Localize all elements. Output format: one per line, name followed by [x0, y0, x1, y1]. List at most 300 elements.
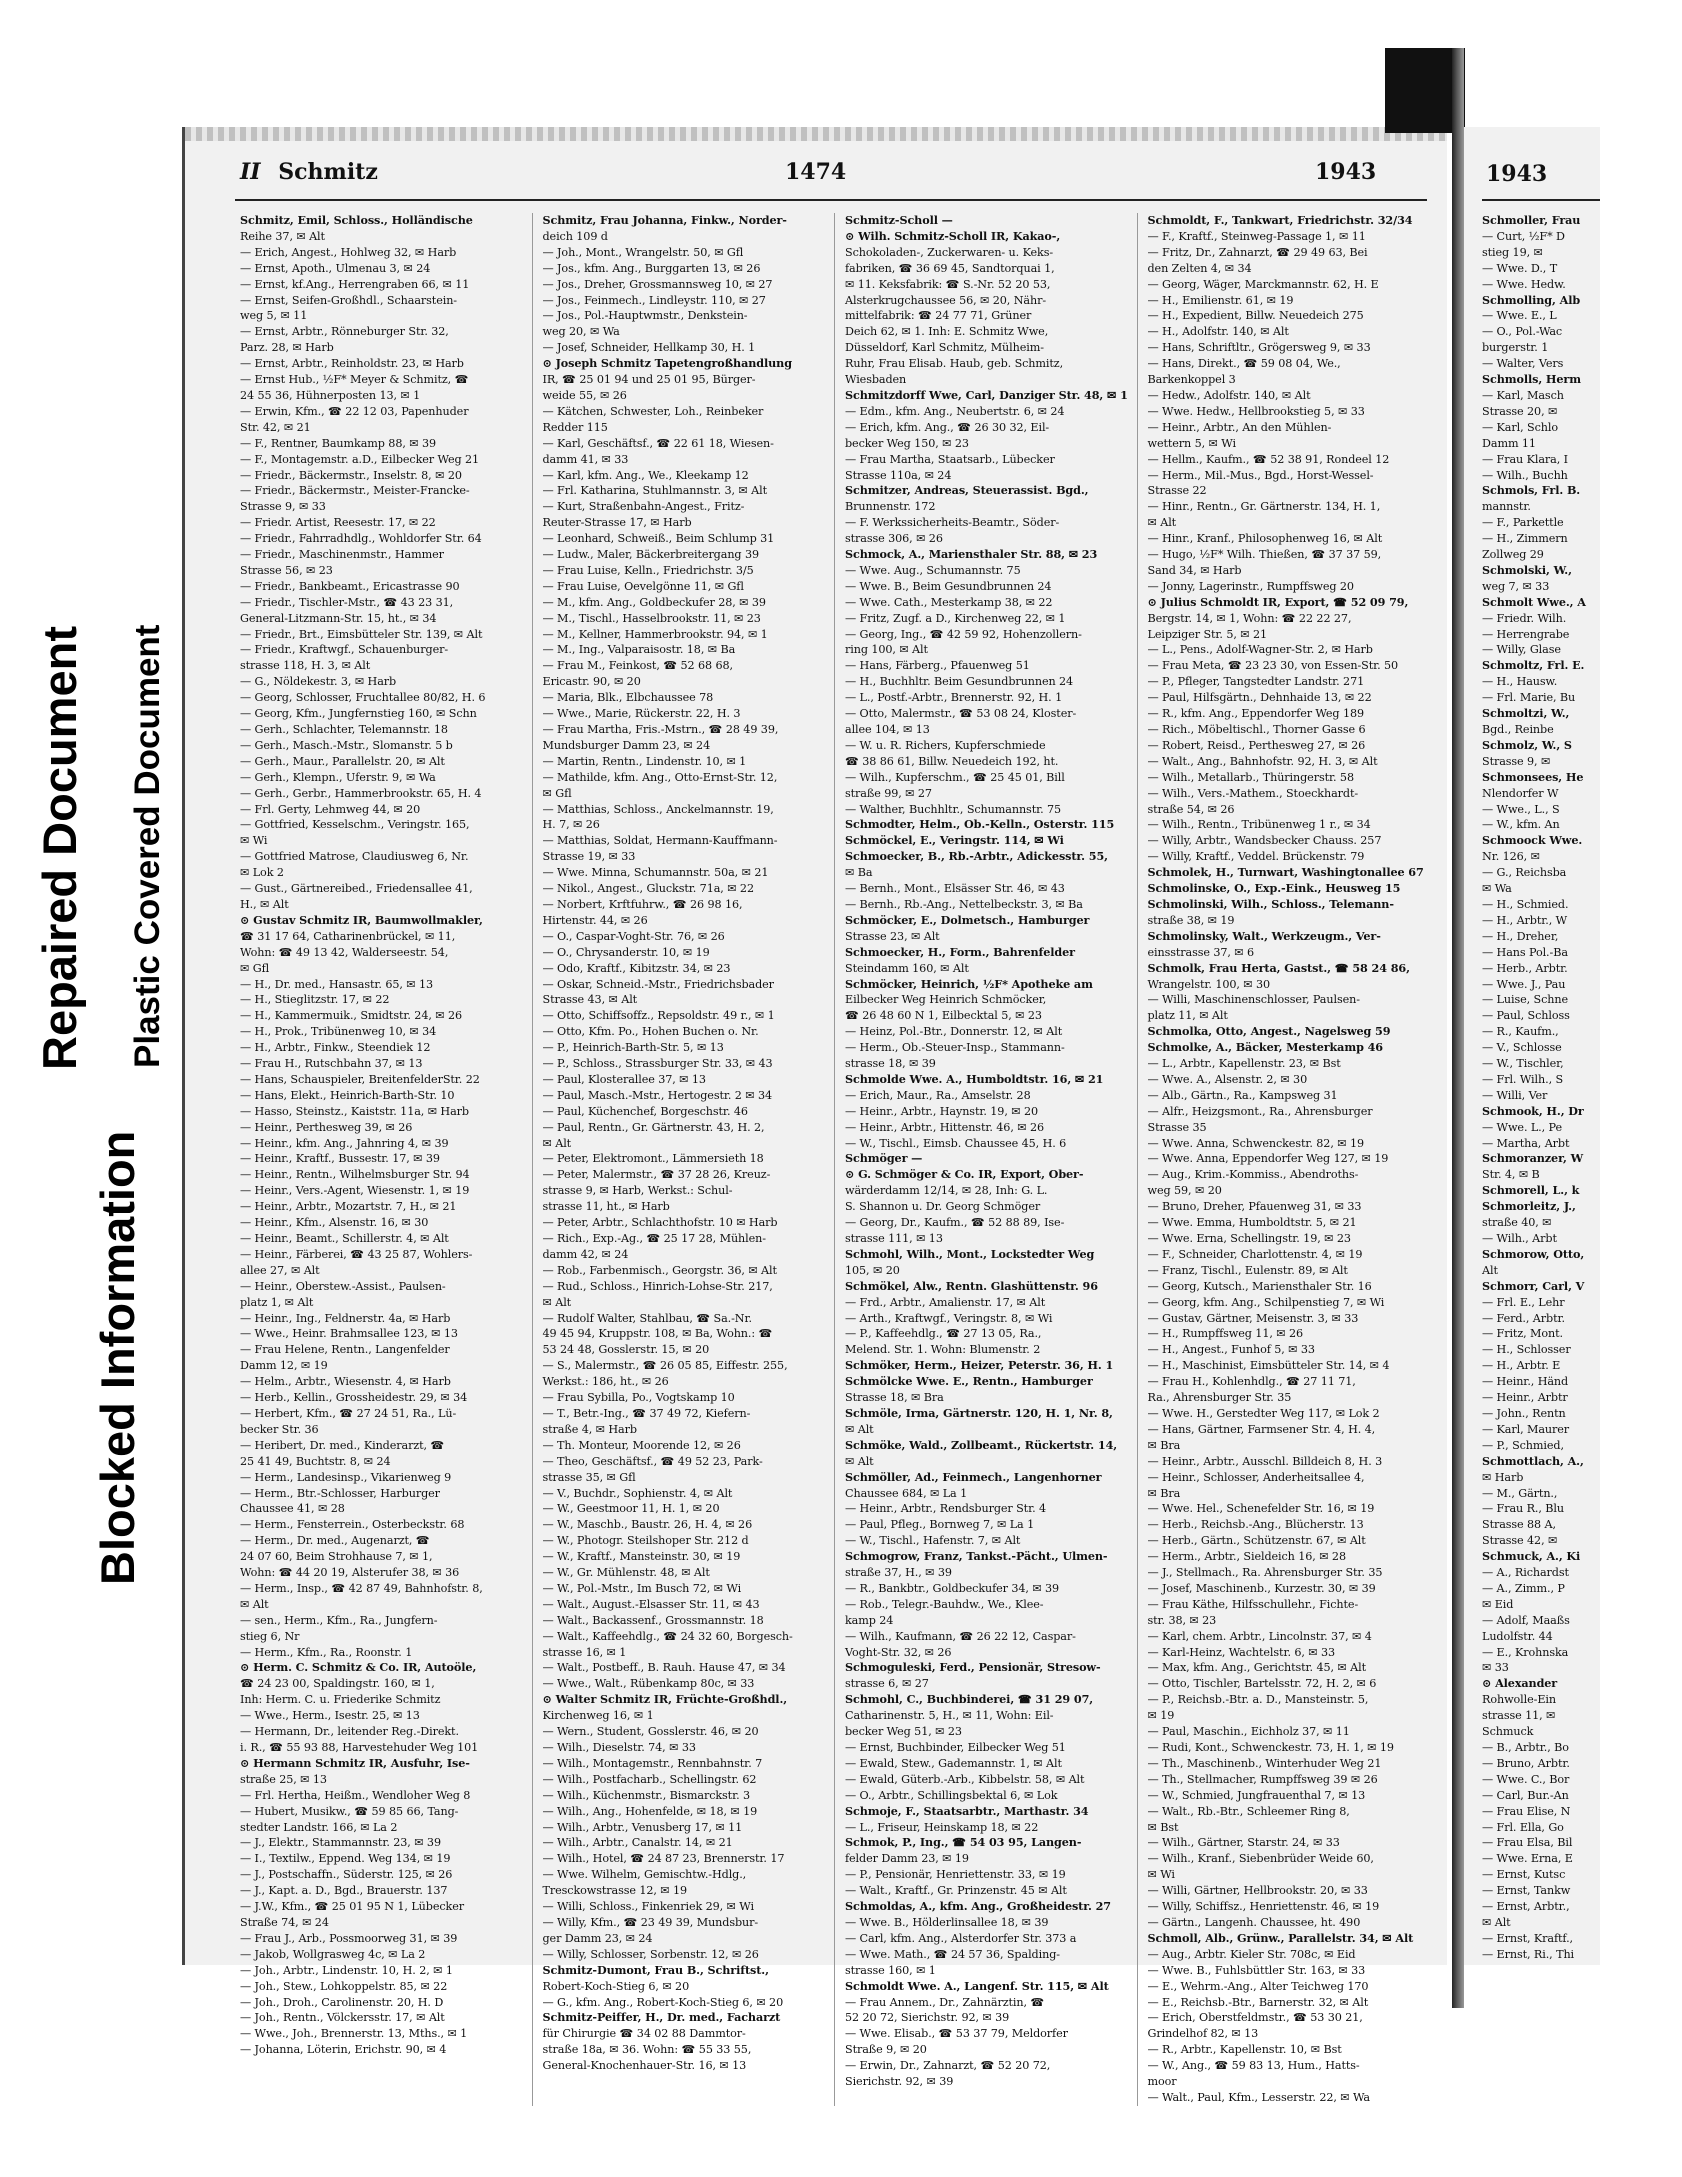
directory-entry: — Walt., Ang., Bahnhofstr. 92, H. 3, ✉ Alt [1147, 754, 1378, 768]
directory-entry: Hirtenstr. 44, ✉ 26 [542, 913, 648, 927]
directory-entry: — J., Kapt. a. D., Bgd., Brauerstr. 137 [240, 1884, 448, 1898]
directory-entry: ✉ Alt [240, 1597, 269, 1611]
directory-entry: — Th., Stellmacher, Rumpffsweg 39 ✉ 26 [1147, 1772, 1378, 1786]
directory-entry: Strasse 43, ✉ Alt [542, 993, 638, 1007]
next-page-entry: Schmorr, Carl, V [1482, 1278, 1585, 1293]
next-page-entry: burgerstr. 1 [1482, 341, 1549, 355]
directory-entry: — Gerh., Klempn., Uferstr. 9, ✉ Wa [240, 770, 436, 784]
directory-entry: Schmöle, Irma, Gärtnerstr. 120, H. 1, Nr. 8, [845, 1405, 1113, 1420]
directory-entry: für Chirurgie ☎ 34 02 88 Dammtor- [542, 2027, 746, 2041]
page-header [185, 151, 1447, 193]
directory-entry: — Willi, Gärtner, Hellbrookstr. 20, ✉ 33 [1147, 1884, 1368, 1898]
directory-entry: Bergstr. 14, ✉ 1, Wohn: ☎ 22 22 27, [1147, 611, 1352, 625]
directory-entry: wärderdamm 12/14, ✉ 28, Inh: G. L. [845, 1184, 1048, 1198]
directory-entry: — Wwe., Herm., Isestr. 25, ✉ 13 [240, 1709, 420, 1723]
directory-entry: — Wwe. Aug., Schumannstr. 75 [845, 563, 1021, 577]
directory-entry: Schmoecker, H., Form., Bahrenfelder [845, 944, 1075, 959]
directory-entry: — Heinr., Perthesweg 39, ✉ 26 [240, 1120, 413, 1134]
directory-entry: — Wilh., Dieselstr. 74, ✉ 33 [542, 1741, 696, 1754]
next-page-entry: — Willy, Glase [1482, 643, 1561, 657]
directory-entry: Strasse 23, ✉ Alt [845, 929, 940, 943]
next-page-entry: — Wilh., Buchh [1482, 468, 1568, 482]
next-page-entry: — John., Rentn [1482, 1406, 1566, 1420]
directory-entry: ⊙ G. Schmöger & Co. IR, Export, Ober- [845, 1167, 1084, 1182]
directory-entry: — Willi, Maschinenschlosser, Paulsen- [1147, 993, 1360, 1007]
directory-entry: ✉ Alt [542, 1136, 572, 1150]
directory-entry: deich 109 d [542, 229, 608, 243]
directory-entry: platz 11, ✉ Alt [1147, 1009, 1228, 1023]
directory-entry: i. R., ☎ 55 93 88, Harvestehuder Weg 101 [240, 1741, 479, 1754]
directory-entry: Schmodter, Helm., Ob.-Kelln., Osterstr. 115 [845, 817, 1115, 832]
next-page-entry: Schmolls, Herm [1482, 372, 1581, 387]
directory-entry: — R., kfm. Ang., Eppendorfer Weg 189 [1147, 707, 1364, 721]
next-page-entry: — Friedr. Wilh. [1482, 611, 1567, 625]
directory-entry: — Gärtn., Langenh. Chaussee, ht. 490 [1147, 1915, 1361, 1929]
directory-entry: — Hinr., Kranf., Philosophenweg 16, ✉ Alt [1147, 532, 1383, 546]
directory-entry: — Georg, Schlosser, Fruchtallee 80/82, H. 6 [240, 691, 486, 705]
directory-entry: 49 45 94, Kruppstr. 108, ✉ Ba, Wohn.: ☎ [542, 1327, 773, 1341]
directory-entry: — Mathilde, kfm. Ang., Otto-Ernst-Str. 12, [542, 770, 778, 784]
next-page-entry: — Hans Pol.-Ba [1482, 945, 1568, 959]
directory-entry: — Rob., Telegr.-Bauhdw., We., Klee- [845, 1597, 1044, 1611]
directory-entry: ✉ 11. Keksfabrik: ☎ S.-Nr. 52 20 53, [845, 277, 1051, 291]
directory-entry: — H., Kammermuik., Smidtstr. 24, ✉ 26 [240, 1009, 463, 1023]
directory-entry: — Wilh., Gärtner, Starstr. 24, ✉ 33 [1147, 1836, 1340, 1850]
next-page-entry: — Ernst, Ri., Thi [1482, 1947, 1575, 1961]
directory-entry: — H., Prok., Tribünenweg 10, ✉ 34 [240, 1025, 437, 1039]
directory-entry: ✉ Alt [542, 1295, 572, 1309]
directory-entry: — Hinr., Rentn., Gr. Gärtnerstr. 134, H. 1, [1147, 500, 1381, 514]
next-page-entry: Schmolski, W., [1482, 562, 1572, 577]
directory-entry: — Walt., Paul, Kfm., Lesserstr. 22, ✉ Wa [1147, 2090, 1370, 2104]
directory-entry: — Herm., Insp., ☎ 42 87 49, Bahnhofstr. 8, [240, 1581, 483, 1595]
directory-entry: — Wwe. Emma, Humboldtstr. 5, ✉ 21 [1147, 1216, 1357, 1230]
directory-entry: Schmitz-Dumont, Frau B., Schriftst., [542, 1962, 769, 1977]
directory-entry: Reuter-Strasse 17, ✉ Harb [542, 516, 692, 530]
directory-entry: — Alb., Gärtn., Ra., Kampsweg 31 [1147, 1088, 1338, 1102]
directory-entry: — Paul, Pfleg., Bornweg 7, ✉ La 1 [845, 1518, 1035, 1532]
next-page-entry: — Frl. Ella, Go [1482, 1820, 1564, 1834]
directory-entry: — Wwe. Erna, Schellingstr. 19, ✉ 23 [1147, 1232, 1351, 1245]
directory-entry: Schmöker, Herm., Heizer, Peterstr. 36, H. 1 [845, 1358, 1114, 1373]
next-page-entry: — Wwe. E., L [1482, 309, 1557, 323]
next-page-entry: Schmuck, A., Ki [1482, 1549, 1581, 1564]
directory-entry: — Hans, Direkt., ☎ 59 08 04, We., [1147, 357, 1341, 371]
next-page-entry: — R., Kaufm., [1482, 1025, 1559, 1039]
directory-entry: — H., Expedient, Billw. Neuedeich 275 [1147, 309, 1364, 323]
directory-entry: — Hans, Schauspieler, BreitenfelderStr. 22 [240, 1072, 480, 1086]
directory-entry: — Walt., Kraftf., Gr. Prinzenstr. 45 ✉ Alt [845, 1884, 1067, 1898]
directory-entry: Schmolinski, Wilh., Schloss., Telemann- [1147, 896, 1394, 911]
directory-entry: Schmöller, Ad., Feinmech., Langenhorner [845, 1469, 1102, 1484]
directory-entry: — Johanna, Löterin, Erichstr. 90, ✉ 4 [240, 2043, 447, 2057]
directory-entry: ✉ 19 [1147, 1709, 1175, 1723]
next-page-entry: Schmonsees, He [1482, 769, 1584, 784]
next-page-entry: — Wwe. C., Bor [1482, 1772, 1570, 1786]
next-page-entry: — Carl, Bur.-An [1482, 1788, 1569, 1802]
directory-entry: — Martin, Rentn., Lindenstr. 10, ✉ 1 [542, 754, 747, 768]
directory-entry: ger Damm 23, ✉ 24 [542, 1931, 653, 1945]
directory-entry: ✉ Ba [845, 866, 873, 880]
directory-entry: weg 5, ✉ 11 [240, 309, 308, 323]
next-page-entry: — H., Dreher, [1482, 929, 1559, 943]
next-page-entry: Damm 11 [1482, 436, 1536, 450]
directory-entry: — Wilh., Küchenmstr., Bismarckstr. 3 [542, 1788, 751, 1802]
directory-entry: straße 18a, ✉ 36. Wohn: ☎ 55 33 55, [542, 2043, 752, 2057]
directory-entry: — Paul, Küchenchef, Borgeschstr. 46 [542, 1104, 748, 1118]
directory-entry: — Maria, Blk., Elbchaussee 78 [542, 691, 714, 705]
directory-entry: ⊙ Wilh. Schmitz-Scholl IR, Kakao-, [845, 228, 1061, 243]
directory-entry: — Georg, kfm. Ang., Schilpenstieg 7, ✉ Wi [1147, 1295, 1385, 1309]
next-page-entry: — Ernst, Kutsc [1482, 1868, 1566, 1882]
directory-entry: — Hasso, Steinstz., Kaiststr. 11a, ✉ Harb [240, 1104, 469, 1118]
next-page-entry: — G., Reichsba [1482, 866, 1567, 880]
directory-entry: mittelfabrik: ☎ 24 77 71, Grüner [845, 309, 1032, 323]
column-4 [1148, 213, 1441, 2106]
next-page-entry: — Wwe. J., Pau [1482, 977, 1566, 991]
directory-entry: Schmoecker, B., Rb.-Arbtr., Adickesstr. 55, [845, 849, 1108, 864]
directory-entry: — Willi, Schloss., Finkenriek 29, ✉ Wi [542, 1900, 754, 1914]
directory-entry: — Jonny, Lagerinstr., Rumpffsweg 20 [1147, 579, 1354, 593]
directory-entry: — Walt., Rb.-Btr., Schleemer Ring 8, [1147, 1804, 1350, 1818]
next-page-entry: weg 7, ✉ 33 [1482, 579, 1550, 593]
directory-entry: Alsterkrugchaussee 56, ✉ 20, Nähr- [845, 293, 1047, 307]
directory-entry: — W., Pol.-Mstr., Im Busch 72, ✉ Wi [542, 1581, 742, 1595]
directory-entry: — M., kfm. Ang., Goldbeckufer 28, ✉ 39 [542, 595, 766, 609]
directory-entry: ⊙ Walter Schmitz IR, Früchte-Großhdl., [542, 1692, 788, 1707]
next-page-entry: Zollweg 29 [1482, 548, 1544, 562]
directory-entry: Strasse 56, ✉ 23 [240, 563, 333, 577]
directory-entry: — Kätchen, Schwester, Loh., Reinbeker [542, 404, 764, 418]
directory-entry: — F., Rentner, Baumkamp 88, ✉ 39 [240, 436, 437, 450]
directory-entry: 53 24 48, Gosslerstr. 15, ✉ 20 [542, 1343, 710, 1357]
directory-entry: — Josef, Schneider, Hellkamp 30, H. 1 [542, 341, 756, 355]
directory-entry: — Gerh., Maur., Parallelstr. 20, ✉ Alt [240, 754, 445, 768]
next-page-entry: ✉ Wa [1482, 882, 1512, 896]
directory-entry: einsstrasse 37, ✉ 6 [1147, 945, 1255, 959]
next-page-entry: Schmorleitz, J., [1482, 1199, 1576, 1214]
directory-entry: — Wwe., Marie, Rückerstr. 22, H. 3 [542, 707, 741, 721]
directory-entry: Schmolk, Frau Herta, Gastst., ☎ 58 24 86, [1147, 960, 1410, 975]
directory-entry: — M., Tischl., Hasselbrookstr. 11, ✉ 23 [542, 611, 761, 625]
next-page-entry: Strasse 9, ✉ [1482, 754, 1551, 768]
directory-entry: — Georg, Kutsch., Mariensthaler Str. 16 [1147, 1279, 1372, 1293]
directory-entry: — Jos., Pol.-Hauptwmstr., Denkstein- [542, 309, 748, 323]
directory-entry: — Friedr., Kraftwgf., Schauenburger- [240, 643, 449, 657]
directory-entry: — Willy, Kraftf., Veddel. Brückenstr. 79 [1147, 850, 1365, 864]
directory-entry: Kirchenweg 16, ✉ 1 [542, 1709, 654, 1723]
directory-entry: — Hans, Schriftltr., Grögersweg 9, ✉ 33 [1147, 341, 1371, 355]
next-page-entry: Strasse 20, ✉ [1482, 404, 1558, 418]
directory-entry: Schmogrow, Franz, Tankst.-Pächt., Ulmen- [845, 1549, 1108, 1564]
directory-entry: — Friedr., Bäckermstr., Meister-Francke- [240, 484, 470, 498]
directory-entry: — Herm., Landesinsp., Vikarienweg 9 [240, 1470, 452, 1484]
directory-entry: Wohn: ☎ 44 20 19, Alsterufer 38, ✉ 36 [240, 1566, 460, 1580]
next-page-entry: ✉ 33 [1482, 1661, 1509, 1675]
directory-entry: den Zelten 4, ✉ 34 [1147, 261, 1252, 275]
directory-entry: — sen., Herm., Kfm., Ra., Jungfern- [240, 1613, 438, 1627]
directory-entry: — Walt., August.-Elsasser Str. 11, ✉ 43 [542, 1597, 760, 1611]
directory-entry: Schokoladen-, Zuckerwaren- u. Keks- [845, 245, 1054, 259]
directory-entry: — Herb., Gärtn., Schützenstr. 67, ✉ Alt [1147, 1534, 1366, 1548]
directory-entry: — Ernst, Arbtr., Reinholdstr. 23, ✉ Harb [240, 357, 464, 371]
directory-entry: fabriken, ☎ 36 69 45, Sandtorquai 1, [845, 261, 1055, 275]
directory-entry: Sierichstr. 92, ✉ 39 [845, 2075, 954, 2089]
header-rule [235, 199, 1427, 201]
next-page-entry: — Frl. E., Lehr [1482, 1295, 1565, 1309]
directory-entry: — F., Montagemstr. a.D., Eilbecker Weg 21 [240, 452, 480, 466]
directory-entry: 25 41 49, Buchtstr. 8, ✉ 24 [240, 1454, 391, 1468]
page-number: 1474 [785, 159, 847, 185]
directory-entry: straße 54, ✉ 26 [1147, 802, 1235, 816]
directory-entry: — Karl, Geschäftsf., ☎ 22 61 18, Wiesen- [542, 436, 774, 450]
directory-entry: Ra., Ahrensburger Str. 35 [1147, 1391, 1292, 1405]
directory-entry: — Willy, Schiffsz., Henriettenstr. 46, ✉ 19 [1147, 1900, 1380, 1914]
next-page-entry: — Ernst, Arbtr., [1482, 1900, 1570, 1914]
directory-entry: — P., Kaffeehdlg., ☎ 27 13 05, Ra., [845, 1327, 1042, 1341]
column-2 [543, 213, 836, 2106]
directory-entry: Strasse 110a, ✉ 24 [845, 468, 952, 482]
directory-entry: moor [1147, 2075, 1177, 2089]
next-page-entry: — H., Arbtr. E [1482, 1359, 1561, 1373]
directory-entry: S. Shannon u. Dr. Georg Schmöger [845, 1200, 1041, 1214]
next-page-entry: — Frau Elsa, Bil [1482, 1836, 1573, 1850]
directory-entry: — W., Tischl., Eimsb. Chaussee 45, H. 6 [845, 1136, 1067, 1150]
directory-entry: — Heinr., kfm. Ang., Jahnring 4, ✉ 39 [240, 1136, 449, 1150]
directory-entry: — Joh., Rentn., Völckersstr. 17, ✉ Alt [240, 2011, 445, 2025]
directory-entry: — M., Ing., Valparaisostr. 18, ✉ Ba [542, 643, 736, 657]
directory-entry: Schmöger — [845, 1151, 923, 1166]
directory-entry: — Carl, kfm. Ang., Alsterdorfer Str. 373 a [845, 1931, 1077, 1945]
directory-entry: — Erwin, Dr., Zahnarzt, ☎ 52 20 72, [845, 2059, 1051, 2073]
directory-entry: Straße 9, ✉ 20 [845, 2043, 927, 2057]
directory-entry: — H., Angest., Funhof 5, ✉ 33 [1147, 1343, 1315, 1357]
next-page-entry: — Ferd., Arbtr. [1482, 1311, 1565, 1325]
next-page-entry: — Wwe. L., Pe [1482, 1120, 1562, 1134]
directory-entry: — Wilh., Kaufmann, ☎ 26 22 12, Caspar- [845, 1629, 1076, 1643]
directory-entry: — H., Rumpffsweg 11, ✉ 26 [1147, 1327, 1304, 1341]
directory-entry: — Wwe. B., Fuhlsbüttler Str. 163, ✉ 33 [1147, 1963, 1366, 1977]
directory-entry: damm 42, ✉ 24 [542, 1247, 629, 1261]
directory-entry: kamp 24 [845, 1613, 894, 1627]
directory-entry: Robert-Koch-Stieg 6, ✉ 20 [542, 1979, 690, 1993]
directory-entry: — Heinr., Beamt., Schillerstr. 4, ✉ Alt [240, 1232, 449, 1245]
next-page-entry: — Heinr., Arbtr [1482, 1391, 1568, 1405]
next-page-entry: Schmoltzi, W., [1482, 706, 1570, 721]
next-page-entry: — Frau Elise, N [1482, 1804, 1571, 1818]
directory-entry: Ericastr. 90, ✉ 20 [542, 675, 641, 689]
directory-entry: — P., Schloss., Strassburger Str. 33, ✉ 43 [542, 1057, 773, 1071]
directory-entry: — Bernh., Mont., Elsässer Str. 46, ✉ 43 [845, 882, 1065, 896]
directory-entry: — Wilh., Postfacharb., Schellingstr. 62 [542, 1772, 757, 1786]
directory-entry: — Georg, Kfm., Jungfernstieg 160, ✉ Schn [240, 707, 477, 721]
directory-entry: — Frau Sybilla, Po., Vogtskamp 10 [542, 1391, 735, 1405]
next-page-entry: — Willi, Ver [1482, 1088, 1548, 1102]
directory-entry: Schmökel, Alw., Rentn. Glashüttenstr. 96 [845, 1278, 1098, 1293]
directory-entry: — Arth., Kraftwgf., Veringstr. 8, ✉ Wi [845, 1311, 1053, 1325]
directory-entry: Brunnenstr. 172 [845, 500, 936, 514]
next-page-entry: — O., Pol.-Wac [1482, 325, 1563, 339]
next-page-entry: — Curt, ½F* D [1482, 229, 1565, 243]
directory-entry: Parz. 28, ✉ Harb [240, 341, 334, 355]
directory-entry: — Frau Luise, Oevelgönne 11, ✉ Gfl [542, 579, 744, 593]
directory-entry: Schmoldt Wwe. A., Langenf. Str. 115, ✉ Alt [845, 1978, 1109, 1993]
next-page-entry: Schmolt Wwe., A [1482, 594, 1586, 609]
directory-entry: 105, ✉ 20 [845, 1263, 900, 1277]
directory-entry: — F., Kraftf., Steinweg-Passage 1, ✉ 11 [1147, 229, 1366, 243]
next-page-entry: Schmols, Frl. B. [1482, 483, 1581, 498]
directory-entry: General-Knochenhauer-Str. 16, ✉ 13 [542, 2059, 747, 2073]
binding-gutter [1452, 48, 1464, 2008]
directory-entry: Voght-Str. 32, ✉ 26 [845, 1645, 952, 1659]
directory-entry: — Herm., Fensterrein., Osterbeckstr. 68 [240, 1518, 465, 1532]
directory-entry: — W., Maschb., Baustr. 26, H. 4, ✉ 26 [542, 1518, 753, 1532]
column-3 [845, 213, 1138, 2106]
next-page-year: 1943 [1486, 161, 1548, 187]
directory-entry: — Willy, Arbtr., Wandsbecker Chauss. 257 [1147, 834, 1382, 848]
directory-entry: Steindamm 160, ✉ Alt [845, 961, 969, 975]
directory-entry: — Ludw., Maler, Bäckerbreitergang 39 [542, 548, 759, 562]
directory-entry: Strasse 35 [1147, 1120, 1207, 1134]
next-page-entry: — M., Gärtn., [1482, 1486, 1558, 1500]
directory-entry: ✉ Wi [1147, 1868, 1175, 1882]
next-page-entry: — Wilh., Arbt [1482, 1232, 1557, 1245]
directory-entry: — Helm., Arbtr., Wiesenstr. 4, ✉ Harb [240, 1375, 451, 1389]
directory-entry: — Peter, Arbtr., Schlachthofstr. 10 ✉ Harb [542, 1216, 778, 1230]
directory-entry: — Odo, Kraftf., Kibitzstr. 34, ✉ 23 [542, 961, 731, 975]
directory-entry: — Georg, Dr., Kaufm., ☎ 52 88 89, Ise- [845, 1216, 1065, 1230]
directory-entry: — Friedr., Maschinenmstr., Hammer [240, 548, 444, 562]
next-page-entry: Str. 4, ✉ B [1482, 1168, 1540, 1182]
directory-entry: — Hubert, Musikw., ☎ 59 85 66, Tang- [240, 1804, 459, 1818]
next-page-entry: ⊙ Alexander [1482, 1676, 1558, 1691]
next-page-entry: Alt [1482, 1263, 1498, 1277]
directory-entry: — Theo, Geschäftsf., ☎ 49 52 23, Park- [542, 1454, 763, 1468]
next-page-entry: — H., Hausw. [1482, 675, 1558, 689]
directory-entry: 24 55 36, Hühnerposten 13, ✉ 1 [240, 388, 421, 402]
next-page-fragment [1464, 127, 1600, 1965]
directory-entry: — Hans, Elekt., Heinrich-Barth-Str. 10 [240, 1088, 455, 1102]
directory-entry: — Herbert, Kfm., ☎ 27 24 51, Ra., Lü- [240, 1406, 457, 1420]
next-page-entry: — F., Parkettle [1482, 516, 1564, 530]
directory-entry: — Aug., Arbtr. Kieler Str. 708c, ✉ Eid [1147, 1947, 1356, 1961]
directory-entry: straße 99, ✉ 27 [845, 786, 932, 800]
directory-entry: weg 20, ✉ Wa [542, 325, 620, 339]
directory-entry: Leipziger Str. 5, ✉ 21 [1147, 627, 1268, 641]
next-page-column [1482, 213, 1682, 1963]
next-page-entry: Bgd., Reinbe [1482, 723, 1554, 736]
directory-entry: — J.W., Kfm., ☎ 25 01 95 N 1, Lübecker [240, 1900, 464, 1914]
directory-entry: Schmohl, C., Buchbinderei, ☎ 31 29 07, [845, 1692, 1094, 1707]
directory-entry: — W., Ang., ☎ 59 83 13, Hum., Hatts- [1147, 2059, 1360, 2073]
directory-entry: — Rud., Schloss., Hinrich-Lohse-Str. 217, [542, 1279, 773, 1293]
directory-entry: — Kurt, Straßenbahn-Angest., Fritz- [542, 500, 745, 514]
directory-entry: — Aug., Krim.-Kommiss., Abendroths- [1147, 1168, 1359, 1182]
directory-entry: ✉ Bst [1147, 1820, 1179, 1834]
directory-entry: — V., Buchdr., Sophienstr. 4, ✉ Alt [542, 1486, 733, 1500]
directory-entry: — Erich, Angest., Hohlweg 32, ✉ Harb [240, 245, 457, 259]
directory-entry: — Wwe. Anna, Eppendorfer Weg 127, ✉ 19 [1147, 1152, 1389, 1166]
directory-entry: — Ernst, kf.Ang., Herrengraben 66, ✉ 11 [240, 277, 470, 291]
directory-entry: — Jos., Dreher, Grossmannsweg 10, ✉ 27 [542, 277, 773, 291]
directory-entry: — Paul, Maschin., Eichholz 37, ✉ 11 [1147, 1725, 1350, 1739]
directory-entry: — Otto, Tischler, Bartelsstr. 72, H. 2, ✉ 6 [1147, 1677, 1377, 1691]
next-page-entry: — B., Arbtr., Bo [1482, 1741, 1569, 1754]
directory-entry: Schmolinsky, Walt., Werkzeugm., Ver- [1147, 928, 1381, 943]
directory-entry: — Frau Annem., Dr., Zahnärztin, ☎ [845, 1995, 1045, 2009]
next-page-entry: Strasse 42, ✉ [1482, 1534, 1558, 1548]
directory-entry: Schmoldas, A., kfm. Ang., Großheidestr. 27 [845, 1899, 1111, 1914]
directory-entry: — Jakob, Wollgrasweg 4c, ✉ La 2 [240, 1947, 426, 1961]
directory-entry: — Frau Meta, ☎ 23 23 30, von Essen-Str. 50 [1147, 659, 1399, 673]
directory-entry: Mundsburger Damm 23, ✉ 24 [542, 738, 711, 752]
directory-entry: — T., Betr.-Ing., ☎ 37 49 72, Kiefern- [542, 1406, 751, 1420]
directory-columns [240, 213, 1440, 2104]
directory-entry: — Fritz, Dr., Zahnarzt, ☎ 29 49 63, Bei [1147, 245, 1368, 259]
directory-entry: — Wilh., Rentn., Tribünenweg 1 r., ✉ 34 [1147, 818, 1371, 832]
directory-entry: ⊙ Hermann Schmitz IR, Ausfuhr, Ise- [240, 1755, 470, 1770]
directory-entry: ☎ 38 86 61, Billw. Neuedeich 192, ht. [845, 754, 1059, 768]
directory-entry: — H., Buchhltr. Beim Gesundbrunnen 24 [845, 675, 1074, 689]
directory-entry: — W., Kraftf., Mansteinstr. 30, ✉ 19 [542, 1550, 741, 1564]
directory-entry: — Frau H., Kohlenhdlg., ☎ 27 11 71, [1147, 1375, 1356, 1389]
directory-entry: Reihe 37, ✉ Alt [240, 229, 325, 243]
next-page-entry: — Walter, Vers [1482, 357, 1564, 371]
directory-entry: Schmölcke Wwe. E., Rentn., Hamburger [845, 1374, 1093, 1389]
next-page-entry: mannstr. [1482, 500, 1531, 514]
next-page-entry: — Ernst, Kraftf., [1482, 1931, 1573, 1945]
directory-entry: — Wwe. Cath., Mesterkamp 38, ✉ 22 [845, 595, 1053, 609]
directory-entry: ☎ 24 23 00, Spaldingstr. 160, ✉ 1, [240, 1677, 435, 1691]
directory-entry: — Frau H., Rutschbahn 37, ✉ 13 [240, 1057, 423, 1071]
next-page-entry: — Luise, Schne [1482, 993, 1568, 1007]
directory-entry: — W., Schmied, Jungfrauenthal 7, ✉ 13 [1147, 1788, 1366, 1802]
directory-entry: — Willy, Schlosser, Sorbenstr. 12, ✉ 26 [542, 1947, 759, 1961]
directory-entry: — P., Pfleger, Tangstedter Landstr. 271 [1147, 675, 1365, 689]
next-page-entry: — Karl, Maurer [1482, 1422, 1570, 1436]
directory-entry: strasse 118, H. 3, ✉ Alt [240, 659, 371, 673]
directory-entry: — Frau Luise, Kelln., Friedrichstr. 3/5 [542, 563, 754, 577]
directory-entry: — Frd., Arbtr., Amalienstr. 17, ✉ Alt [845, 1295, 1046, 1309]
directory-entry: — Jos., Feinmech., Lindleystr. 110, ✉ 27 [542, 293, 766, 307]
next-page-entry: — H., Zimmern [1482, 532, 1568, 546]
directory-entry: — Georg, Ing., ☎ 42 59 92, Hohenzollern- [845, 627, 1082, 641]
directory-entry: — W., Geestmoor 11, H. 1, ✉ 20 [542, 1502, 720, 1516]
directory-entry: — Paul, Rentn., Gr. Gärtnerstr. 43, H. 2, [542, 1120, 765, 1134]
directory-entry: — E., Reichsb.-Btr., Barnerstr. 32, ✉ Alt [1147, 1995, 1369, 2009]
directory-entry: IR, ☎ 25 01 94 und 25 01 95, Bürger- [542, 373, 756, 387]
directory-entry: Schmoll, Alb., Grünw., Parallelstr. 34, ✉ Alt [1147, 1930, 1414, 1945]
directory-entry: — Ernst, Arbtr., Rönneburger Str. 32, [240, 325, 449, 339]
directory-entry: — Otto, Kfm. Po., Hohen Buchen o. Nr. [542, 1025, 759, 1039]
next-page-entry: straße 40, ✉ [1482, 1216, 1552, 1230]
directory-entry: — Wilh., Metallarb., Thüringerstr. 58 [1147, 770, 1354, 784]
directory-entry: damm 41, ✉ 33 [542, 452, 629, 466]
directory-entry: — J., Elektr., Stammannstr. 23, ✉ 39 [240, 1836, 441, 1850]
directory-entry: — Ernst, Seifen-Großhdl., Schaarstein- [240, 293, 457, 307]
directory-entry: ☎ 31 17 64, Catharinenbrückel, ✉ 11, [240, 929, 456, 943]
directory-entry: — Nikol., Angest., Gluckstr. 71a, ✉ 22 [542, 882, 754, 896]
directory-entry: allee 27, ✉ Alt [240, 1263, 320, 1277]
directory-entry: — R., Bankbtr., Goldbeckufer 34, ✉ 39 [845, 1581, 1060, 1595]
directory-entry: — Otto, Schiffsoffz., Repsoldstr. 49 r., ✉ 1 [542, 1009, 775, 1023]
directory-entry: — E., Wehrm.-Ang., Alter Teichweg 170 [1147, 1979, 1369, 1993]
directory-entry: — Herm., Kfm., Ra., Roonstr. 1 [240, 1645, 413, 1659]
directory-entry: Chaussee 684, ✉ La 1 [845, 1486, 968, 1500]
next-page-entry: — Adolf, Maaßs [1482, 1613, 1570, 1627]
directory-entry: straße 4, ✉ Harb [542, 1422, 637, 1436]
directory-entry: — Gerh., Masch.-Mstr., Slomanstr. 5 b [240, 738, 453, 752]
